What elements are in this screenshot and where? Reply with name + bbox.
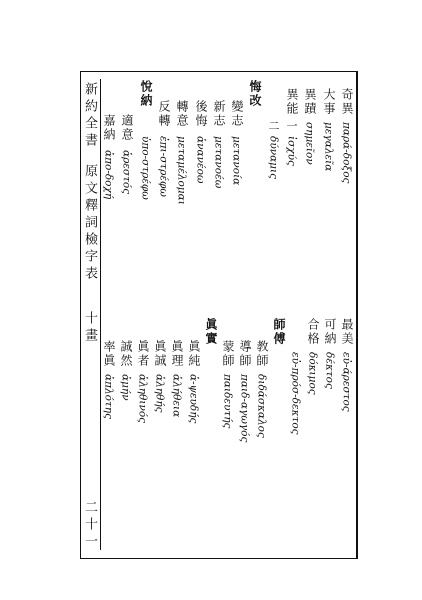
greek-gloss: δόκιμος xyxy=(306,352,319,395)
entry-word: 後悔 xyxy=(194,100,208,128)
greek-gloss: ἀ-ψευδής xyxy=(187,374,200,424)
greek-gloss: ἀρεστός xyxy=(120,150,133,195)
greek-gloss: ὑπο-στρέφω xyxy=(139,136,152,200)
stroke-heading: 十畫 xyxy=(82,311,97,345)
greek-gloss: δύναμις xyxy=(267,136,280,179)
greek-gloss: παρά-δοξος xyxy=(340,122,353,184)
greek-gloss: μετανοία xyxy=(230,136,243,186)
entry-word: 誠然 xyxy=(119,340,133,368)
greek-gloss: ἀληθινός xyxy=(136,374,149,424)
greek-gloss: εὐ-άρεστος xyxy=(340,352,353,412)
greek-gloss: ἐπι-στρέφω xyxy=(157,136,170,197)
greek-gloss: παιδ-αγωγός xyxy=(238,374,251,443)
entry-word: 大事 xyxy=(322,88,336,116)
category-heading: 悅納 xyxy=(139,80,153,108)
greek-gloss: εὐ-πρόσ-δεκτος xyxy=(289,352,302,435)
category-heading: 師傅 xyxy=(272,318,286,346)
entry-word: 可納 xyxy=(323,318,337,346)
entry-word: 嘉納 xyxy=(102,114,116,142)
entry-word: 蒙師 xyxy=(221,340,235,368)
greek-gloss: ἀλήθεια xyxy=(170,374,183,418)
greek-gloss: ἀπο-δοχή xyxy=(102,150,115,200)
entry-word: 反轉 xyxy=(157,100,171,128)
header-rule xyxy=(100,79,101,550)
greek-gloss: ἀπλότης xyxy=(102,374,115,419)
entry-word: 變志 xyxy=(230,100,244,128)
category-heading: 悔改 xyxy=(248,80,262,108)
entry-word: 異蹟 xyxy=(303,88,317,116)
greek-gloss: δέκτος xyxy=(323,352,336,389)
greek-gloss: σημεῖον xyxy=(303,122,316,165)
entry-word: 率眞 xyxy=(102,340,116,368)
greek-gloss: ἀληθής xyxy=(153,374,166,413)
entry-word: 眞誠 xyxy=(153,340,167,368)
entry-word: 適意 xyxy=(120,114,134,142)
entry-word: 眞純 xyxy=(187,340,201,368)
section-title: 原文釋詞檢字表 xyxy=(82,164,97,283)
greek-gloss: μεγαλεῖα xyxy=(322,122,335,172)
entry-word: 奇異 xyxy=(340,88,354,116)
greek-gloss: ἰσχύς xyxy=(285,136,298,166)
entry-word: 新志 xyxy=(212,100,226,128)
sense-number: 一 xyxy=(285,120,298,133)
entry-word: 合格 xyxy=(306,318,320,346)
sense-number: 二 xyxy=(267,120,280,133)
greek-gloss: μεταμέλομαι xyxy=(175,136,188,205)
entry-word: 導師 xyxy=(238,340,252,368)
entry-word: 轉意 xyxy=(175,100,189,128)
greek-gloss: διδάσκαλος xyxy=(255,374,268,438)
page-number: 二十一 xyxy=(82,500,97,551)
greek-gloss: ἀμήν xyxy=(119,374,132,401)
greek-gloss: παιδευτής xyxy=(221,374,234,429)
greek-gloss: μετανοέω xyxy=(212,136,225,189)
entry-word: 最美 xyxy=(340,318,354,346)
entry-word: 眞者 xyxy=(136,340,150,368)
entry-word: 異能 xyxy=(285,88,299,116)
entry-word: 教師 xyxy=(255,340,269,368)
greek-gloss: ἀνανέοω xyxy=(194,136,207,184)
entry-word: 眞理 xyxy=(170,340,184,368)
category-heading: 眞實 xyxy=(204,318,218,346)
book-title: 新約全書 xyxy=(82,82,97,150)
